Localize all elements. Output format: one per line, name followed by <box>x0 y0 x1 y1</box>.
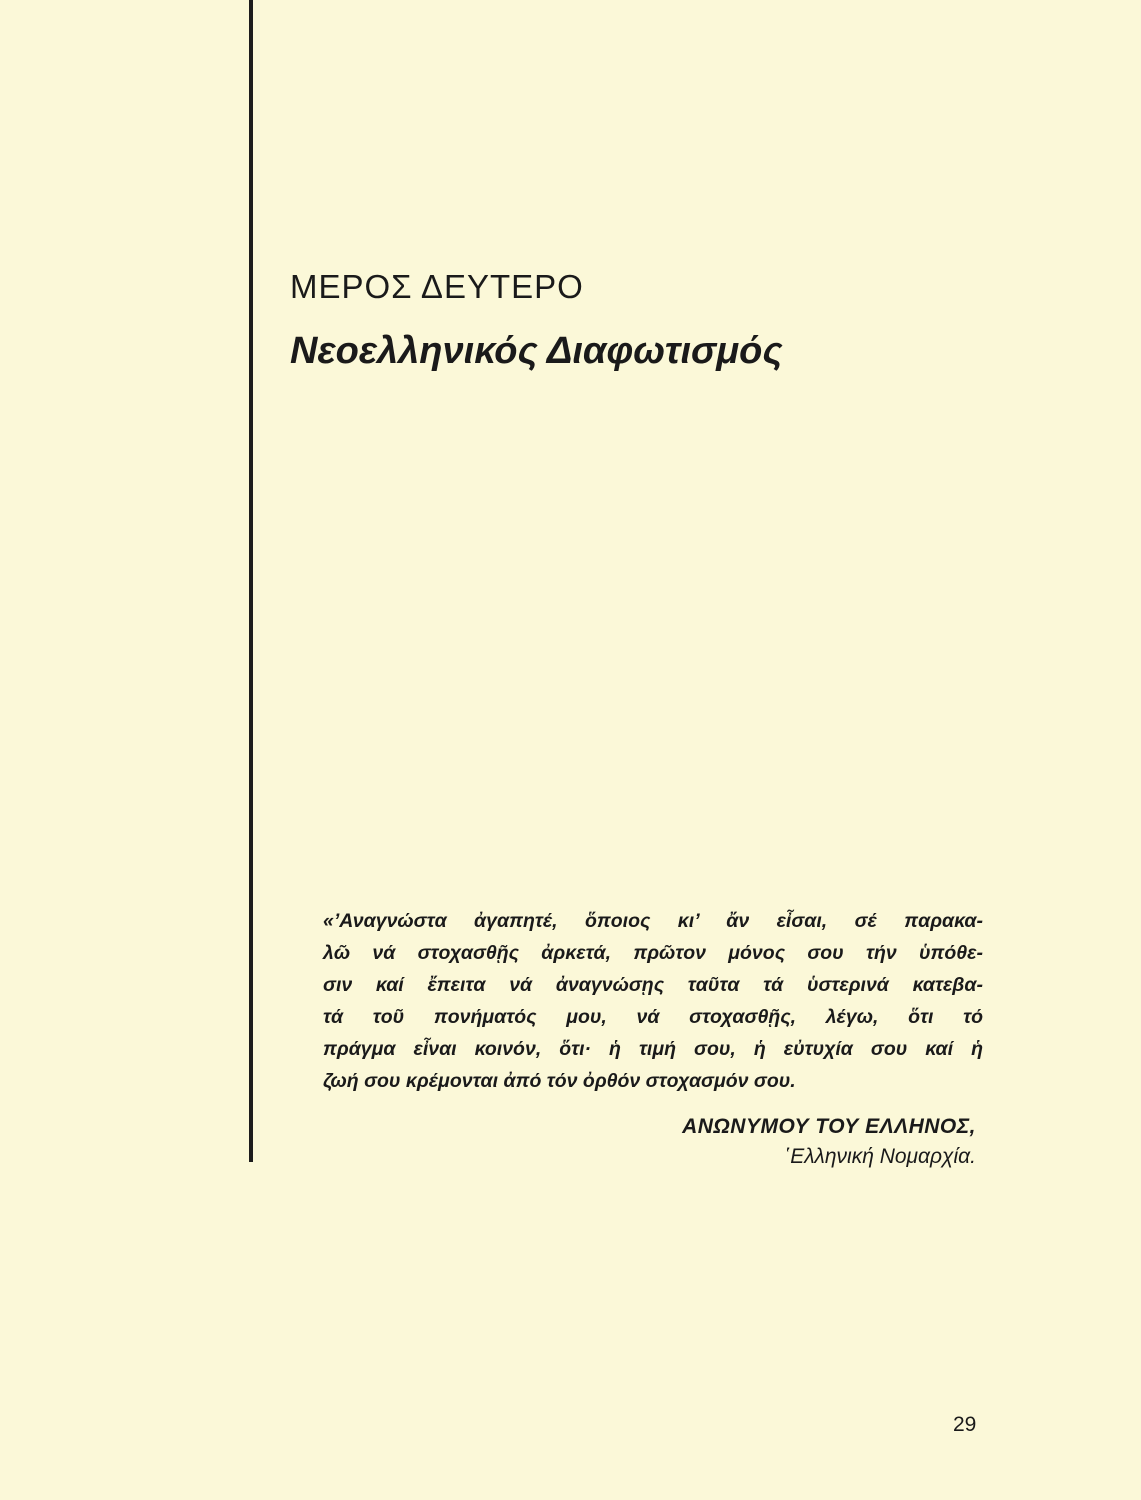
part-title: Νεοελληνικός Διαφωτισμός <box>290 330 783 372</box>
vertical-rule <box>249 0 253 1162</box>
epigraph-line: λῶ νά στοχασθῇς ἀρκετά, πρῶτον μόνος σου τήν ὑπόθε- <box>323 942 983 964</box>
page-number: 29 <box>953 1413 977 1436</box>
epigraph-line: τά τοῦ πονήματός μου, νά στοχασθῇς, λέγω, ὅτι τό <box>323 1006 983 1028</box>
attribution-author: ΑΝΩΝΥΜΟΥ ΤΟΥ ΕΛΛΗΝΟΣ, <box>682 1115 976 1138</box>
epigraph-quote <box>323 905 983 1097</box>
epigraph-line: πράγμα εἶναι κοινόν, ὅτι· ἡ τιμή σου, ἡ εὐτυχία σου καί ἡ <box>323 1038 983 1060</box>
epigraph-attribution <box>682 1115 976 1169</box>
part-label: ΜΕΡΟΣ ΔΕΥΤΕΡΟ <box>290 268 584 305</box>
epigraph-line: σιν καί ἔπειτα νά ἀναγνώσῃς ταῦτα τά ὑστερινά κατεβα- <box>323 974 983 996</box>
epigraph-line: ζωή σου κρέμονται ἀπό τόν ὀρθόν στοχασμόν σου. <box>323 1070 796 1092</box>
epigraph-line: «’Αναγνώστα ἀγαπητέ, ὅποιος κι’ ἄν εἶσαι, σέ παρακα- <box>323 910 983 932</box>
attribution-work: ῾Ελληνική Νομαρχία. <box>783 1145 976 1168</box>
